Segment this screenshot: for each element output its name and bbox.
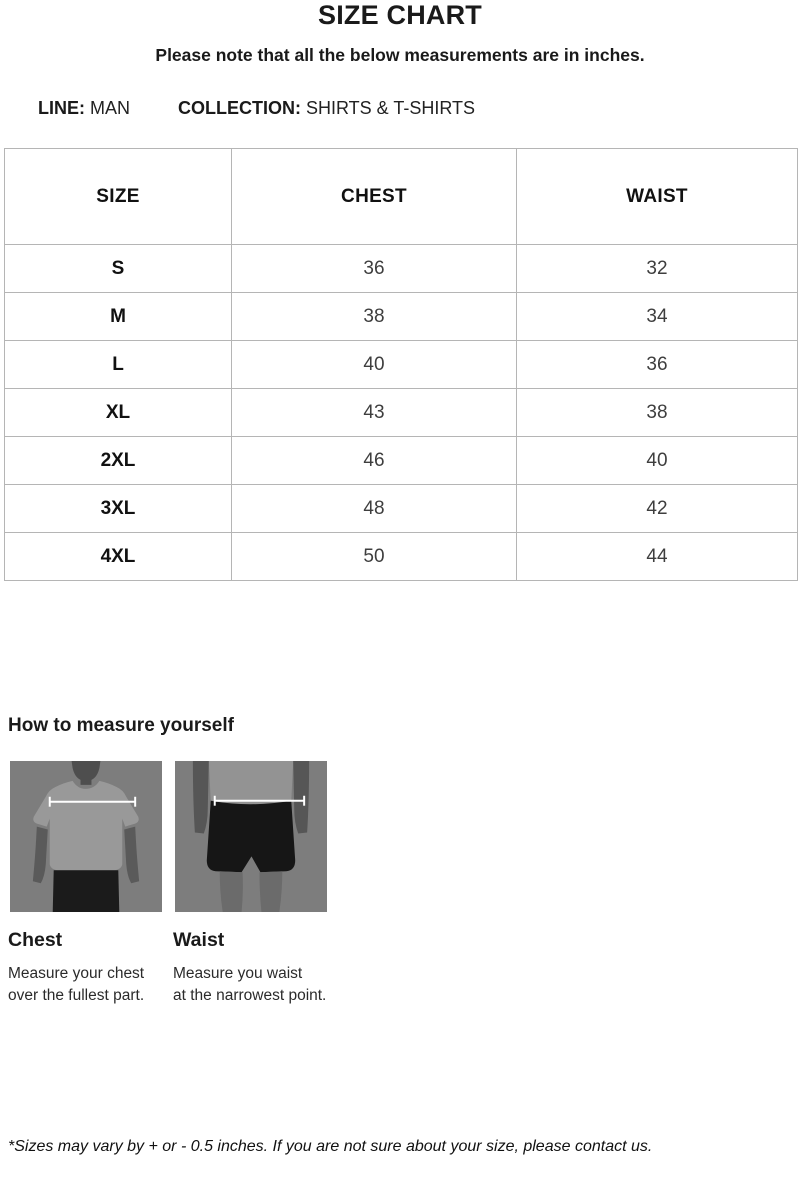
chest-cell: 36 [232,245,517,293]
waist-cell: 44 [517,533,798,581]
waist-cell: 34 [517,293,798,341]
size-cell: S [5,245,232,293]
chest-description-line1: Measure your chest [8,965,145,982]
chest-cell: 38 [232,293,517,341]
column-header-size: SIZE [5,149,232,245]
chest-cell: 43 [232,389,517,437]
waist-cell: 40 [517,437,798,485]
table-row [5,293,798,341]
table-header-row [5,149,798,245]
collection-label: COLLECTION: [178,98,301,118]
chest-photo-illustration [10,760,162,913]
waist-photo-illustration [175,760,327,913]
table-row [5,437,798,485]
table-row [5,485,798,533]
table-row [5,341,798,389]
page-subtitle: Please note that all the below measurements are in inches. [155,45,645,65]
chest-photo [10,760,162,913]
collection-value: SHIRTS & T-SHIRTS [306,98,476,118]
chest-cell: 50 [232,533,517,581]
table-row [5,389,798,437]
meta-row [38,96,475,121]
chest-cell: 40 [232,341,517,389]
size-disclaimer: *Sizes may vary by + or - 0.5 inches. If you are not sure about your size, please contact us. [8,1138,653,1155]
chest-cell: 46 [232,437,517,485]
line-value: MAN [90,98,130,118]
table-row [5,245,798,293]
line-label: LINE: [38,98,85,118]
chest-cell: 48 [232,485,517,533]
size-cell: 2XL [5,437,232,485]
waist-cell: 36 [517,341,798,389]
column-header-waist: WAIST [517,149,798,245]
waist-cell: 32 [517,245,798,293]
waist-cell: 42 [517,485,798,533]
measure-section-heading: How to measure yourself [8,715,234,736]
size-cell: L [5,341,232,389]
waist-photo [175,760,327,913]
waist-description [173,963,326,1007]
line-field [38,96,130,121]
waist-title: Waist [173,929,225,951]
chest-description-line2: over the fullest part. [8,987,145,1004]
table-row [5,533,798,581]
waist-cell: 38 [517,389,798,437]
waist-description-line2: at the narrowest point. [173,987,327,1004]
chest-description [8,963,144,1007]
chest-title: Chest [8,929,63,951]
column-header-chest: CHEST [232,149,517,245]
size-cell: XL [5,389,232,437]
size-cell: 4XL [5,533,232,581]
collection-field [178,96,475,121]
size-chart-table [4,148,798,581]
size-cell: M [5,293,232,341]
page-title: SIZE CHART [318,0,482,30]
size-cell: 3XL [5,485,232,533]
waist-description-line1: Measure you waist [173,965,303,982]
